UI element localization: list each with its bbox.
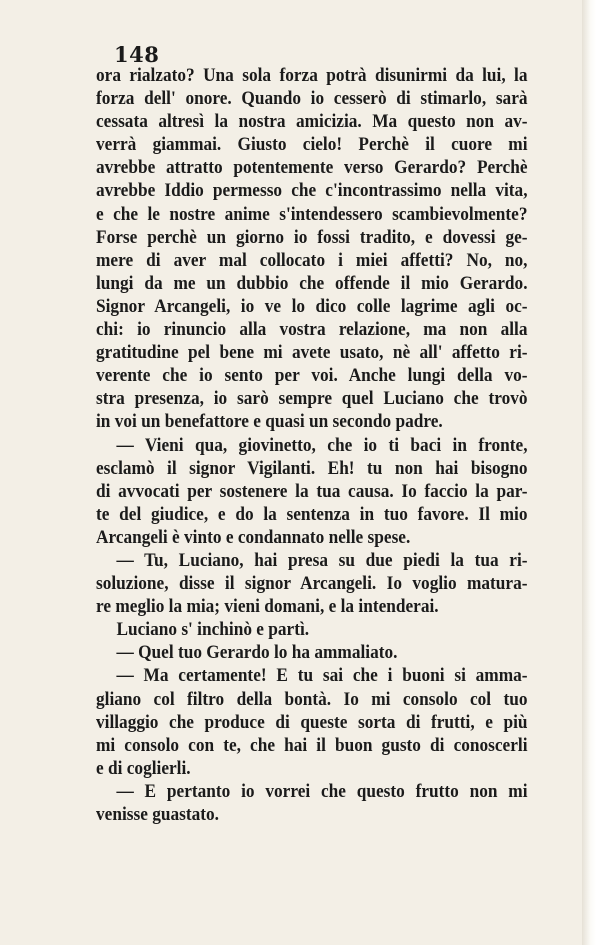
text-line: Signor Arcangeli, io ve lo dico colle lagrime agli oc- [96, 295, 528, 317]
text-line: stra presenza, io sarò sempre quel Luciano che trovò [96, 388, 528, 410]
text-line: mere di aver mal collocato i miei affetti? No, no, [96, 249, 528, 271]
text-line: — Quel tuo Gerardo lo ha ammaliato. [116, 642, 398, 664]
text-line: gliano col filtro della bontà. Io mi consolo col tuo [96, 688, 528, 710]
text-line: Arcangeli è vinto e condannato nelle spese. [96, 526, 411, 548]
text-line: re meglio la mia; vieni domani, e la intenderai. [96, 596, 439, 618]
page-number: 148 [114, 42, 160, 67]
text-line: — Ma certamente! E tu sai che i buoni si amma- [116, 665, 528, 687]
text-line: venisse guastato. [96, 804, 219, 825]
text-line: forza dell' onore. Quando io cesserò di stimarlo, sarà [96, 88, 528, 110]
text-line: soluzione, disse il signor Arcangeli. Io voglio matura- [96, 573, 528, 595]
text-line: verrà giammai. Giusto cielo! Perchè il cuore mi [96, 134, 528, 156]
text-line: chi: io rinuncio alla vostra relazione, ma non alla [96, 319, 528, 341]
text-line: — E pertanto io vorrei che questo frutto non mi [116, 780, 528, 802]
text-line: mi consolo con te, che hai il buon gusto di conoscerli [96, 734, 528, 756]
page-edge [582, 0, 596, 945]
text-line: avrebbe attratto potentemente verso Gerardo? Perchè [96, 157, 528, 179]
text-line: lungi da me un dubbio che offende il mio Gerardo. [96, 272, 528, 294]
text-line: gratitudine pel bene mi avete usato, nè all' affetto ri- [96, 342, 528, 364]
text-line: e di coglierli. [96, 757, 191, 779]
text-line: Luciano s' inchinò e partì. [116, 619, 310, 641]
text-line: e che le nostre anime s'intendessero scambievolmente? [96, 203, 528, 225]
text-line: villaggio che produce di queste sorta di frutti, e più [96, 711, 528, 733]
text-line: in voi un benefattore e quasi un secondo padre. [96, 411, 443, 433]
text-line: ora rialzato? Una sola forza potrà disunirmi da lui, la [96, 65, 528, 86]
text-line: te del giudice, e do la sentenza in tuo favore. Il mio [96, 503, 528, 525]
text-line: — Vieni qua, giovinetto, che io ti baci in fronte, [116, 434, 528, 456]
text-line: — Tu, Luciano, hai presa su due piedi la tua ri- [116, 549, 528, 571]
text-line: Forse perchè un giorno io fossi tradito, e dovessi ge- [96, 226, 528, 248]
text-line: verente che io sento per voi. Anche lungi della vo- [96, 365, 528, 387]
body-text [96, 64, 528, 826]
text-line: di avvocati per sostenere la tua causa. Io faccio la par- [96, 480, 528, 502]
text-line: avrebbe Iddio permesso che c'incontrassimo nella vita, [96, 180, 528, 202]
text-line: cessata altresì la nostra amicizia. Ma questo non av- [96, 111, 528, 133]
text-line: esclamò il signor Vigilanti. Eh! tu non hai bisogno [96, 457, 528, 479]
